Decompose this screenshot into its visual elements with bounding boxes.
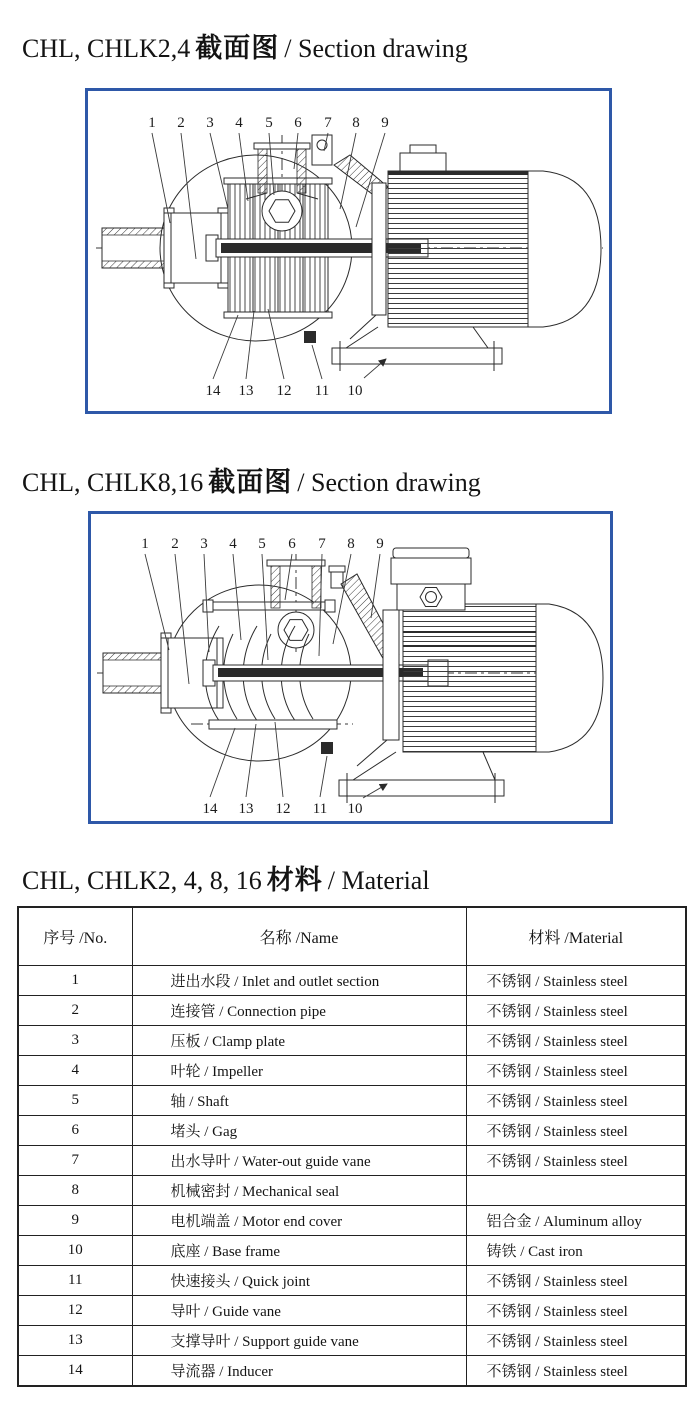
cell-no: 9 xyxy=(18,1206,132,1236)
motor-end-cover xyxy=(536,604,603,752)
table-row xyxy=(18,1026,686,1056)
cell-name: 导流器 / Inducer xyxy=(132,1356,466,1387)
section-drawing-2 xyxy=(91,514,610,821)
cell-material: 不锈钢 / Stainless steel xyxy=(466,1356,686,1387)
cell-material: 不锈钢 / Stainless steel xyxy=(466,1026,686,1056)
section-drawing-1-frame xyxy=(85,88,612,414)
table-row xyxy=(18,1356,686,1387)
cell-material xyxy=(466,1176,686,1206)
cell-name: 出水导叶 / Water-out guide vane xyxy=(132,1146,466,1176)
cell-no: 8 xyxy=(18,1176,132,1206)
callout-12: 12 xyxy=(275,801,291,817)
motor xyxy=(388,145,601,327)
section1-title xyxy=(22,26,473,65)
callout-10: 10 xyxy=(347,383,363,399)
terminal-box xyxy=(400,153,446,171)
cell-material: 不锈钢 / Stainless steel xyxy=(466,1056,686,1086)
callout-10: 10 xyxy=(347,801,363,817)
motor xyxy=(391,548,603,752)
section-drawing-2-frame xyxy=(88,511,613,824)
callout-7: 7 xyxy=(324,115,332,131)
cell-name: 支撑导叶 / Support guide vane xyxy=(132,1326,466,1356)
cell-name: 进出水段 / Inlet and outlet section xyxy=(132,966,466,996)
header-name: 名称 /Name xyxy=(132,907,466,966)
cell-no: 10 xyxy=(18,1236,132,1266)
material-table xyxy=(17,906,687,1387)
callout-1: 1 xyxy=(148,115,156,131)
cell-no: 12 xyxy=(18,1296,132,1326)
cell-material: 不锈钢 / Stainless steel xyxy=(466,1146,686,1176)
callout-8: 8 xyxy=(352,115,360,131)
cell-name: 底座 / Base frame xyxy=(132,1236,466,1266)
section1-title-cn: 截面图 xyxy=(195,33,280,63)
clamp-plate xyxy=(224,178,332,184)
callout-11: 11 xyxy=(312,801,328,817)
section2-title-en: / Section drawing xyxy=(297,468,481,497)
callout-12: 12 xyxy=(276,383,292,399)
callout-14: 14 xyxy=(205,383,221,399)
cell-name: 快速接头 / Quick joint xyxy=(132,1266,466,1296)
section2-title-model: CHL, CHLK8,16 xyxy=(22,468,204,497)
table-row xyxy=(18,1326,686,1356)
header-no: 序号 /No. xyxy=(18,907,132,966)
eyebolt-bracket xyxy=(312,135,332,165)
section-drawing-1 xyxy=(88,91,609,411)
cell-no: 11 xyxy=(18,1266,132,1296)
callout-9: 9 xyxy=(381,115,389,131)
callout-2: 2 xyxy=(177,115,185,131)
callout-6: 6 xyxy=(288,536,296,552)
cell-name: 导叶 / Guide vane xyxy=(132,1296,466,1326)
gag-plug xyxy=(278,612,314,648)
callout-14: 14 xyxy=(202,801,218,817)
callout-4: 4 xyxy=(229,536,237,552)
callout-7: 7 xyxy=(318,536,326,552)
inlet-pipe xyxy=(103,653,161,693)
callout-13: 13 xyxy=(238,801,254,817)
cell-material: 不锈钢 / Stainless steel xyxy=(466,1116,686,1146)
table-row xyxy=(18,1206,686,1236)
table-row xyxy=(18,966,686,996)
cell-material: 铸铁 / Cast iron xyxy=(466,1236,686,1266)
table-row xyxy=(18,1236,686,1266)
callout-3: 3 xyxy=(200,536,208,552)
cell-no: 6 xyxy=(18,1116,132,1146)
material-title-en: / Material xyxy=(327,866,430,895)
cell-name: 堵头 / Gag xyxy=(132,1116,466,1146)
cell-material: 铝合金 / Aluminum alloy xyxy=(466,1206,686,1236)
cell-name: 轴 / Shaft xyxy=(132,1086,466,1116)
cell-no: 5 xyxy=(18,1086,132,1116)
material-title-cn: 材料 xyxy=(266,865,323,895)
cell-material: 不锈钢 / Stainless steel xyxy=(466,1296,686,1326)
table-row xyxy=(18,996,686,1026)
callout-8: 8 xyxy=(347,536,355,552)
table-row xyxy=(18,1056,686,1086)
cell-name: 叶轮 / Impeller xyxy=(132,1056,466,1086)
callout-11: 11 xyxy=(314,383,330,399)
cell-no: 14 xyxy=(18,1356,132,1387)
section1-title-model: CHL, CHLK2,4 xyxy=(22,34,191,63)
cell-name: 电机端盖 / Motor end cover xyxy=(132,1206,466,1236)
table-row xyxy=(18,1266,686,1296)
callout-4: 4 xyxy=(235,115,243,131)
cell-material: 不锈钢 / Stainless steel xyxy=(466,1326,686,1356)
base-frame xyxy=(332,327,502,371)
callout-5: 5 xyxy=(265,115,273,131)
cell-material: 不锈钢 / Stainless steel xyxy=(466,966,686,996)
table-row xyxy=(18,1116,686,1146)
table-row xyxy=(18,1146,686,1176)
gag-plug xyxy=(262,191,302,231)
cell-name: 连接管 / Connection pipe xyxy=(132,996,466,1026)
cell-no: 7 xyxy=(18,1146,132,1176)
cell-name: 压板 / Clamp plate xyxy=(132,1026,466,1056)
callout-6: 6 xyxy=(294,115,302,131)
pump-assembly xyxy=(97,548,603,803)
callout-1: 1 xyxy=(141,536,149,552)
cell-material: 不锈钢 / Stainless steel xyxy=(466,996,686,1026)
cell-material: 不锈钢 / Stainless steel xyxy=(466,1266,686,1296)
pump-assembly xyxy=(96,135,603,371)
cell-name: 机械密封 / Mechanical seal xyxy=(132,1176,466,1206)
support-guide-vane xyxy=(224,312,332,318)
motor-end-cover xyxy=(528,171,601,327)
callout-9: 9 xyxy=(376,536,384,552)
section2-title xyxy=(22,460,486,499)
terminal-box xyxy=(391,548,471,610)
cell-material: 不锈钢 / Stainless steel xyxy=(466,1086,686,1116)
callout-5: 5 xyxy=(258,536,266,552)
header-material: 材料 /Material xyxy=(466,907,686,966)
cell-no: 2 xyxy=(18,996,132,1026)
material-title-model: CHL, CHLK2, 4, 8, 16 xyxy=(22,866,262,895)
callout-13: 13 xyxy=(238,383,254,399)
section1-title-en: / Section drawing xyxy=(284,34,468,63)
support-guide-vane xyxy=(209,720,337,729)
cell-no: 4 xyxy=(18,1056,132,1086)
table-row xyxy=(18,1296,686,1326)
material-title xyxy=(22,858,435,897)
callout-2: 2 xyxy=(171,536,179,552)
inlet-pipe xyxy=(102,228,164,268)
table-row xyxy=(18,1176,686,1206)
quick-joint-bolt xyxy=(321,742,333,754)
cell-no: 1 xyxy=(18,966,132,996)
cell-no: 3 xyxy=(18,1026,132,1056)
callout-3: 3 xyxy=(206,115,214,131)
quick-joint-bolt xyxy=(304,331,316,343)
table-header-row xyxy=(18,907,686,966)
table-row xyxy=(18,1086,686,1116)
section2-title-cn: 截面图 xyxy=(208,467,293,497)
cell-no: 13 xyxy=(18,1326,132,1356)
